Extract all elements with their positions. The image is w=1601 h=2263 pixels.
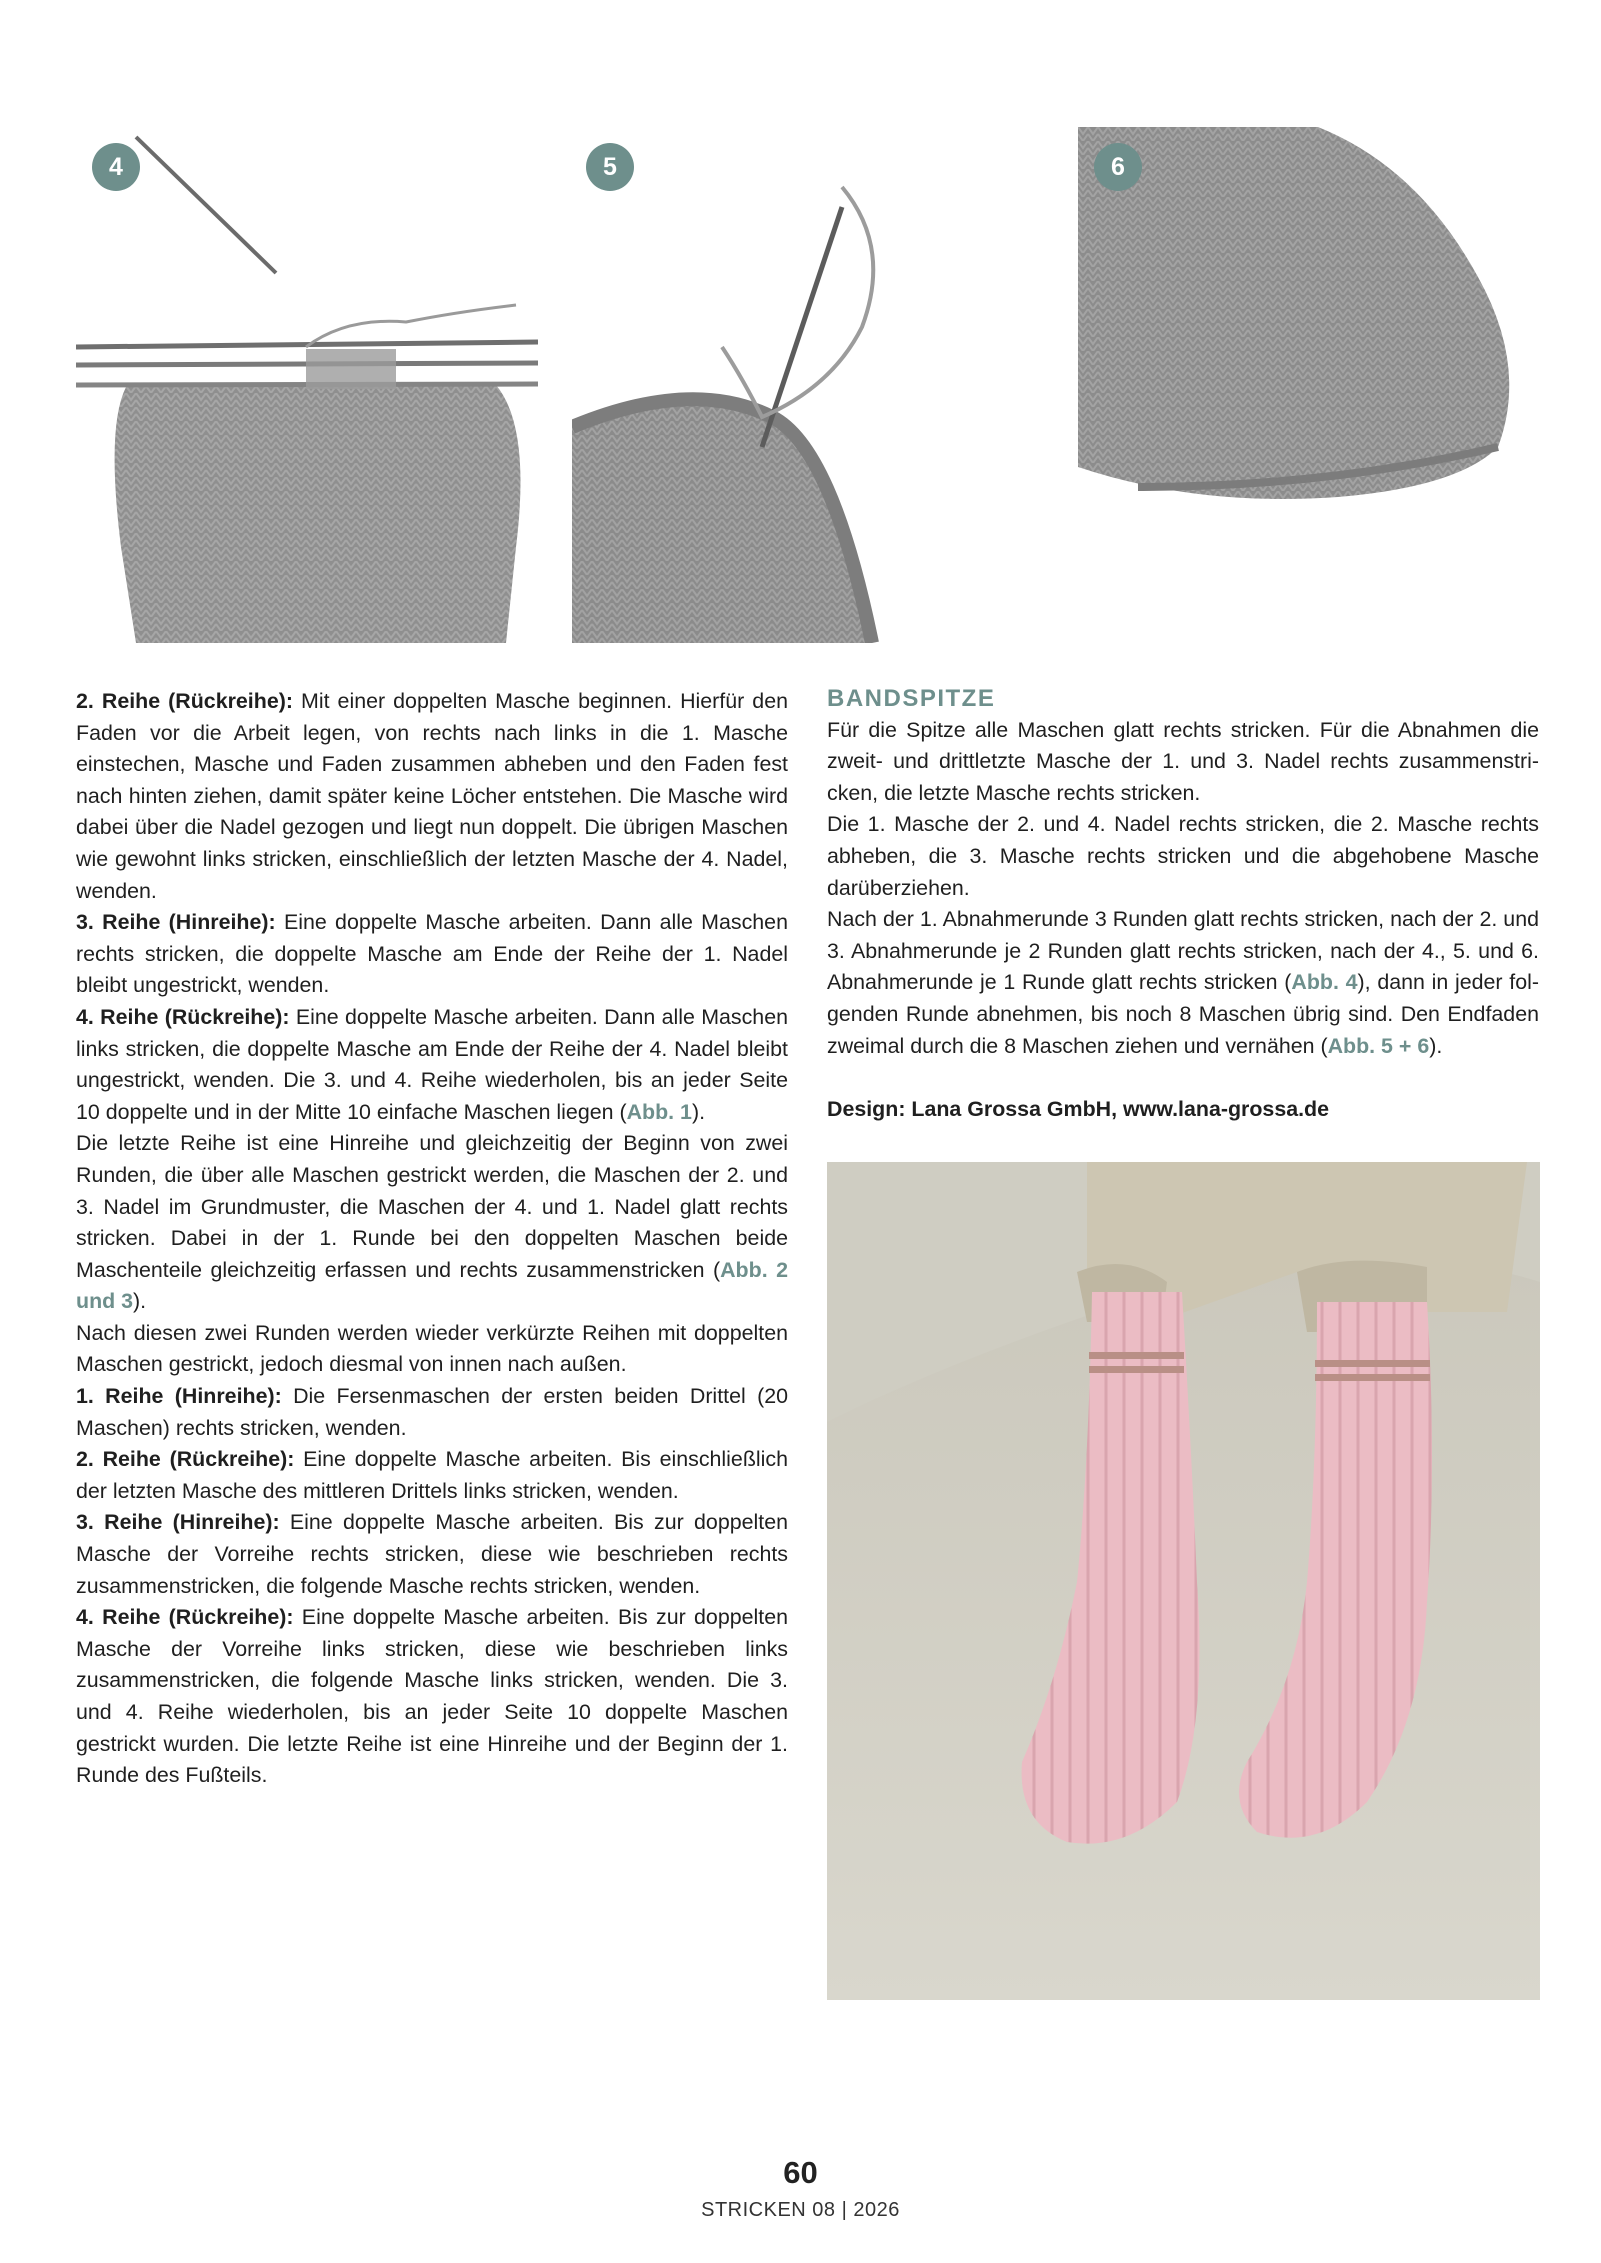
photo-step-5 <box>572 127 1050 643</box>
instructions-right-column <box>827 683 1539 1126</box>
paragraph-short-rows: Nach diesen zwei Runden werden wieder verkürzte Reihen mit doppelten Maschen gestrickt, jedoch diesmal von innen nach außen. <box>76 1320 788 1377</box>
finished-toe-illustration <box>1078 127 1540 527</box>
pink-socks-illustration <box>827 1162 1540 2000</box>
paragraph-row-4b: 4. Reihe (Rückreihe): Eine doppelte Masche arbeiten. Bis zur doppelten Masche der Vorreihe links stricken, diese wie beschrieben links zusammenstricken, die folgende Masche links stricken, wenden. Die 3. und 4. Reihe wiederholen, bis an jeder Seite 10 doppelte Maschen gestrickt wurden. Die letzte Reihe ist eine Hinreihe und der Beginn der 1. Runde des Fußteils. <box>76 1605 789 1788</box>
paragraph-row-2b: 2. Reihe (Rückreihe): Eine doppelte Masche arbeiten. Bis einschließlich der letzten Masche des mittleren Drittels links stricken, wenden. <box>76 1447 788 1503</box>
photo-step-6 <box>1078 127 1540 527</box>
figure-reference: Abb. 1 <box>626 1099 692 1124</box>
figure-reference: Abb. 4 <box>1291 970 1358 995</box>
paragraph-rounds: Die letzte Reihe ist eine Hinreihe und gleichzeitig der Beginn von zwei Runden, die über alle Maschen gestrickt werden, die Maschen der 2. und 3. Nadel im Grundmuster, die Maschen der 4. und 1. Nadel glatt rechts stricken. Dabei in der 1. Runde bei den doppelten Maschen beide Maschenteile gleichzeitig erfassen und rechts zusammenstricken (Abb. 2 und 3). <box>76 1131 788 1314</box>
sewing-toe-illustration <box>572 127 1050 643</box>
figure-reference: Abb. 5 + 6 <box>1327 1033 1430 1058</box>
figure-reference: Abb. 2 und 3 <box>76 1257 788 1314</box>
paragraph-row-3b: 3. Reihe (Hinreihe): Eine doppelte Masche arbeiten. Bis zur doppelten Masche der Vorreihe rechts stricken, diese wie beschrieben rechts zusammenstricken, die folgende Masche rechts stricken, wenden. <box>76 1510 788 1598</box>
step-badge-5: 5 <box>586 143 634 191</box>
photo-step-4 <box>76 127 538 643</box>
step-badge-4: 4 <box>92 143 140 191</box>
paragraph-toe-3: Nach der 1. Abnahmerunde 3 Runden glatt rechts stricken, nach der 2. und 3. Abnahmerunde je 2 Runden glatt rechts stricken, nach der 4., 5. und 6. Abnahmerunde je 1 Runde glatt rechts stricken (Abb. 4), dann in jeder folgenden Runde abnehmen, bis noch 8 Maschen übrig sind. Den Endfaden zweimal durch die 8 Maschen ziehen und vernähen (Abb. 5 + 6). <box>827 907 1539 1058</box>
paragraph-toe-2: Die 1. Masche der 2. und 4. Nadel rechts stricken, die 2. Masche rechts abheben, die 3. Masche rechts stricken und die abgehobene Masche darüberziehen. <box>827 812 1539 900</box>
step-badge-6: 6 <box>1094 143 1142 191</box>
paragraph-toe-1: Für die Spitze alle Maschen glatt rechts stricken. Für die Abnahmen die zweit- und drittletzte Masche der 1. und 3. Nadel rechts zusammenstricken, die letzte Masche rechts stricken. <box>827 717 1539 805</box>
instructions-left-column <box>76 686 788 1792</box>
design-credit: Design: Lana Grossa GmbH, www.lana-grossa.de <box>827 1097 1330 1122</box>
paragraph-row-2: 2. Reihe (Rückreihe): Mit einer doppelten Masche beginnen. Hierfür den Faden vor die Arbeit legen, von rechts nach links in die 1. Masche einstechen, Masche und Faden zusammen abheben und den Faden fest nach hinten ziehen, damit später keine Löcher entstehen. Die Masche wird dabei über die Nadel gezogen und liegt nun doppelt. Die übrigen Maschen wie gewohnt links stricken, einschließlich der letzten Masche der 4. Nadel, wenden. <box>76 689 788 903</box>
section-heading: BANDSPITZE <box>827 685 996 712</box>
paragraph-row-3: 3. Reihe (Hinreihe): Eine doppelte Masche arbeiten. Dann alle Maschen rechts stricken, die doppelte Masche am Ende der Reihe der 1. Nadel bleibt ungestrickt, wenden. <box>76 910 788 998</box>
photo-pink-socks <box>827 1162 1540 2000</box>
needle-work-illustration <box>76 127 538 643</box>
paragraph-row-1b: 1. Reihe (Hinreihe): Die Fersenmaschen der ersten beiden Drittel (20 Maschen) rechts stricken, wenden. <box>76 1384 788 1440</box>
magazine-issue: STRICKEN 08 | 2026 <box>701 2199 900 2221</box>
page-number: 60 <box>783 2155 818 2190</box>
paragraph-row-4: 4. Reihe (Rückreihe): Eine doppelte Masche arbeiten. Dann alle Maschen links stricken, die doppelte Masche am Ende der Reihe der 4. Nadel bleibt ungestrickt, wenden. Die 3. und 4. Reihe wiederholen, bis an jeder Seite 10 doppelte und in der Mitte 10 einfache Maschen liegen (Abb. 1). <box>76 1004 788 1124</box>
